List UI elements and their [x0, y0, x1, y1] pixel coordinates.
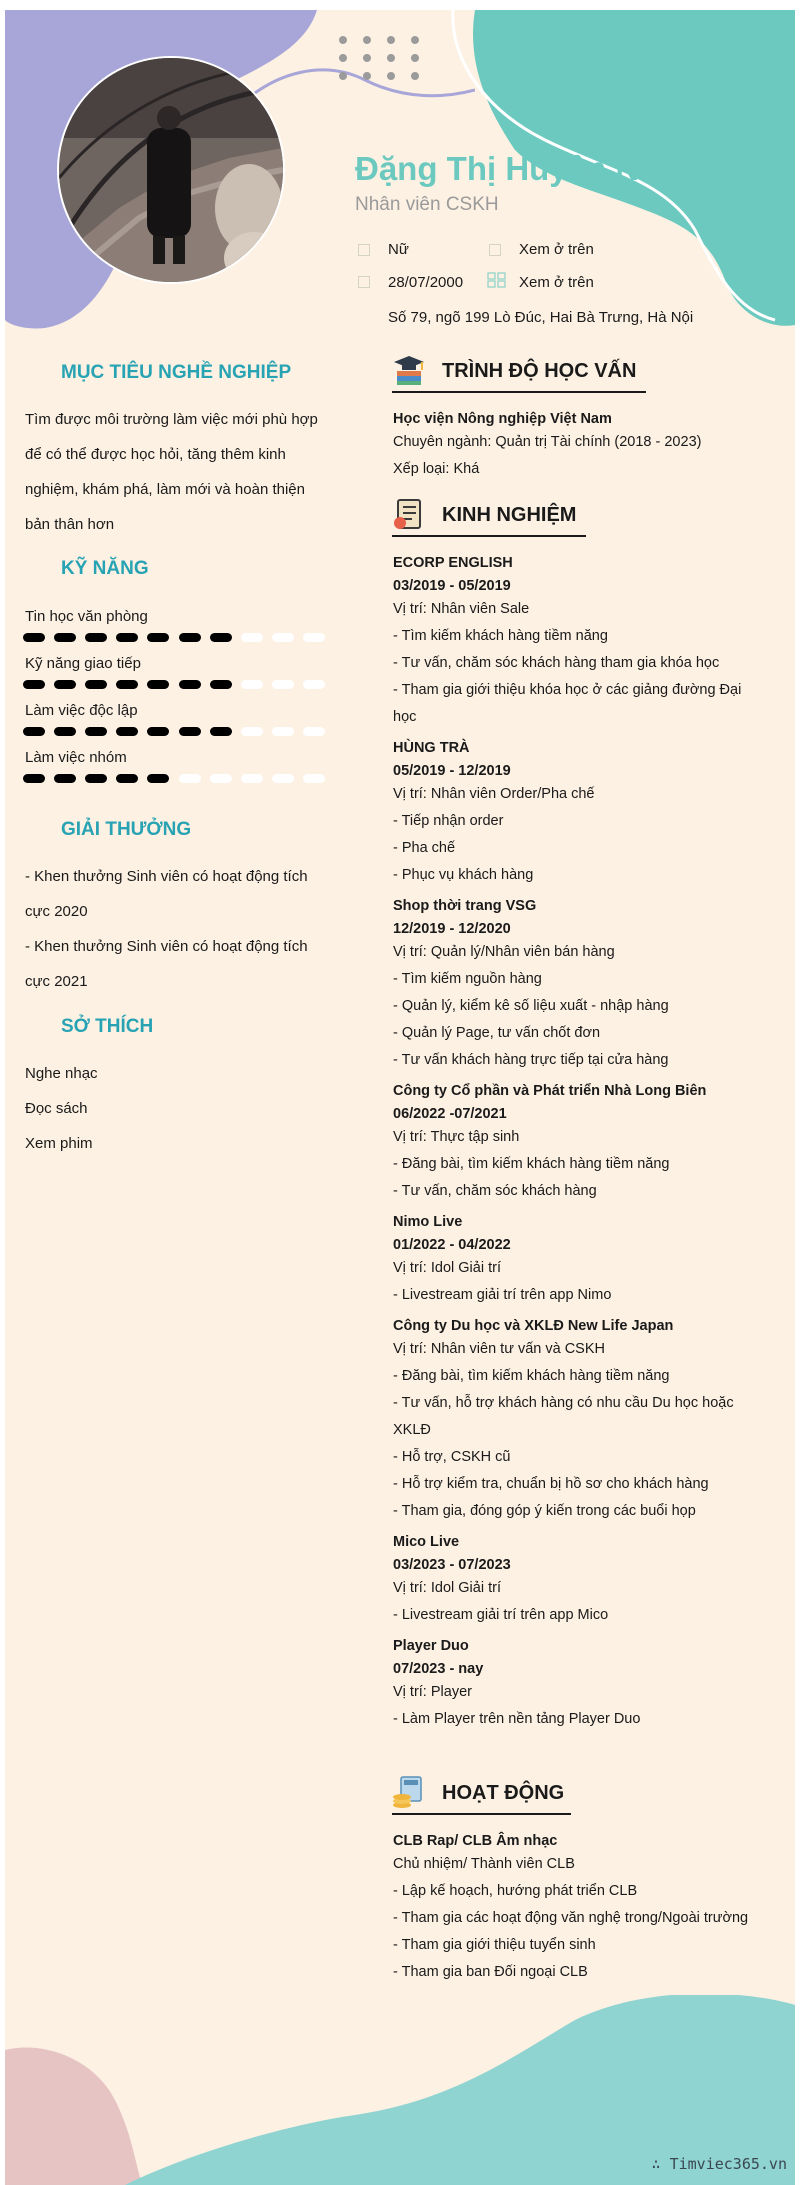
entry-heading: ECORP ENGLISH [393, 555, 513, 571]
address-value: Số 79, ngõ 199 Lò Đúc, Hai Bà Trưng, Hà Nội [388, 309, 694, 326]
award-line: - Khen thưởng Sinh viên có hoạt động tích [25, 868, 308, 885]
entry-line: Vị trí: Player [393, 1684, 472, 1700]
entry-heading: 01/2022 - 04/2022 [393, 1237, 511, 1253]
entry-line: - Tham gia các hoạt động văn nghệ trong/Ngoài trường [393, 1910, 749, 1926]
entry-line: Vị trí: Nhân viên Order/Pha chế [393, 786, 595, 802]
skill-name: Kỹ năng giao tiếp [25, 655, 141, 672]
hobbies-heading: SỞ THÍCH [61, 1016, 154, 1037]
skill-dot [303, 680, 325, 689]
skills-heading: KỸ NĂNG [61, 558, 149, 579]
entry-heading: CLB Rap/ CLB Âm nhạc [393, 1833, 558, 1849]
entry-heading: 06/2022 -07/2021 [393, 1106, 507, 1122]
entry-line: - Đăng bài, tìm kiếm khách hàng tiềm năng [393, 1368, 670, 1384]
award-line: cực 2020 [25, 903, 88, 920]
activities-heading [392, 1781, 571, 1815]
entry-line: - Quản lý Page, tư vấn chốt đơn [393, 1025, 601, 1041]
entry-line: - Tham gia giới thiệu tuyển sinh [393, 1937, 596, 1953]
objective-text [25, 402, 323, 542]
entry-line: - Tham gia giới thiệu khóa học ở các giảng đường Đại [393, 682, 742, 698]
skill-dot [303, 774, 325, 783]
skill-dot [116, 727, 138, 736]
experience-title: KINH NGHIỆM [442, 504, 577, 526]
skill-dot [303, 633, 325, 642]
entry-line: - Tham gia, đóng góp ý kiến trong các buổi họp [393, 1503, 696, 1519]
entry-line: - Tư vấn, chăm sóc khách hàng [393, 1183, 597, 1199]
entry-heading: 07/2023 - nay [393, 1661, 484, 1677]
entry-heading: HÙNG TRÀ [393, 740, 470, 756]
entry-line: - Phục vụ khách hàng [393, 867, 534, 883]
skill-dot [116, 774, 138, 783]
entry-line: Vị trí: Idol Giải trí [393, 1260, 501, 1276]
activities-title: HOẠT ĐỘNG [442, 1782, 565, 1804]
graduation-cap-icon [392, 353, 426, 387]
skill-dot [303, 727, 325, 736]
decorative-dots [335, 30, 435, 90]
entry-line: Vị trí: Idol Giải trí [393, 1580, 501, 1596]
entry-line: - Tư vấn, chăm sóc khách hàng tham gia khóa học [393, 655, 720, 671]
education-title: TRÌNH ĐỘ HỌC VẤN [442, 360, 637, 382]
profile-photo [57, 56, 285, 284]
entry-line: - Hỗ trợ kiểm tra, chuẩn bị hồ sơ cho khách hàng [393, 1476, 709, 1492]
skill-dot [116, 680, 138, 689]
entry-line: - Tham gia ban Đối ngoại CLB [393, 1964, 588, 1980]
entry-line: Vị trí: Quản lý/Nhân viên bán hàng [393, 944, 615, 960]
skill-dot [54, 774, 76, 783]
entry-line: - Livestream giải trí trên app Nimo [393, 1287, 612, 1303]
skill-rating [23, 633, 325, 643]
entry-line: Vị trí: Nhân viên Sale [393, 601, 530, 617]
awards-heading: GIẢI THƯỞNG [61, 819, 192, 840]
objective-line: nghiệm, khám phá, làm mới và hoàn thiện [25, 481, 305, 498]
skill-dot [23, 633, 45, 642]
education-major: Chuyên ngành: Quản trị Tài chính (2018 - 2023) [393, 434, 702, 450]
entry-line: - Làm Player trên nền tảng Player Duo [393, 1711, 641, 1727]
gender-icon [358, 244, 370, 256]
skill-dot [272, 633, 294, 642]
skill-dot [241, 633, 263, 642]
gender-privacy-text: Xem ở trên [519, 241, 594, 258]
skill-dot [116, 633, 138, 642]
gender-value: Nữ [388, 241, 409, 258]
gender-privacy-icon [489, 244, 501, 256]
entry-heading: Shop thời trang VSG [393, 898, 537, 914]
entry-heading: Công ty Cổ phần và Phát triển Nhà Long Biên [393, 1083, 707, 1099]
skill-dot [85, 633, 107, 642]
award-line: - Khen thưởng Sinh viên có hoạt động tích [25, 938, 308, 955]
entry-line: - Tìm kiếm khách hàng tiềm năng [393, 628, 608, 644]
skill-dot [147, 680, 169, 689]
hobby-item: Nghe nhạc [25, 1065, 98, 1082]
entry-line: - Đăng bài, tìm kiếm khách hàng tiềm năng [393, 1156, 670, 1172]
candidate-name: Đặng Thị Huyền Nhi [355, 150, 669, 187]
skill-rating [23, 727, 325, 737]
awards-text [25, 859, 323, 999]
entry-line: - Tư vấn, hỗ trợ khách hàng có nhu cầu Du học hoặc [393, 1395, 734, 1411]
skill-dot [179, 680, 201, 689]
objective-line: để có thể được học hỏi, tăng thêm kinh [25, 446, 286, 463]
birthday-value: 28/07/2000 [388, 274, 464, 291]
skill-dot [147, 727, 169, 736]
entry-heading: 05/2019 - 12/2019 [393, 763, 511, 779]
objective-heading: MỤC TIÊU NGHỀ NGHIỆP [61, 362, 292, 383]
skill-name: Tin học văn phòng [25, 608, 148, 625]
entry-heading: Công ty Du học và XKLĐ New Life Japan [393, 1318, 674, 1334]
skill-name: Làm việc độc lập [25, 702, 138, 719]
candidate-position: Nhân viên CSKH [355, 194, 499, 215]
entry-line: - Tiếp nhận order [393, 813, 504, 829]
entry-heading: Mico Live [393, 1534, 460, 1550]
skill-rating [23, 774, 325, 784]
entry-heading: Nimo Live [393, 1214, 463, 1230]
skill-dot [210, 680, 232, 689]
skill-dot [179, 633, 201, 642]
skill-dot [54, 727, 76, 736]
skill-dot [85, 680, 107, 689]
birthday-privacy-text: Xem ở trên [519, 274, 594, 291]
education-school: Học viện Nông nghiệp Việt Nam [393, 411, 612, 427]
skill-dot [85, 727, 107, 736]
entry-line: học [393, 709, 417, 725]
skill-dot [23, 774, 45, 783]
entry-heading: 12/2019 - 12/2020 [393, 921, 511, 937]
activities-icon [392, 1775, 426, 1809]
skill-dot [147, 774, 169, 783]
objective-line: bản thân hơn [25, 516, 115, 533]
skill-dot [85, 774, 107, 783]
entry-heading: 03/2023 - 07/2023 [393, 1557, 511, 1573]
entry-line: - Quản lý, kiểm kê số liệu xuất - nhập hàng [393, 998, 669, 1014]
skill-dot [23, 727, 45, 736]
education-heading [392, 359, 646, 393]
skill-dot [241, 774, 263, 783]
skill-dot [210, 633, 232, 642]
education-grade: Xếp loại: Khá [393, 461, 480, 477]
entry-line: Vị trí: Thực tập sinh [393, 1129, 520, 1145]
skill-dot [272, 680, 294, 689]
skill-dot [210, 727, 232, 736]
entry-heading: 03/2019 - 05/2019 [393, 578, 511, 594]
experience-icon [392, 497, 426, 531]
award-line: cực 2021 [25, 973, 88, 990]
skill-dot [272, 727, 294, 736]
skill-dot [54, 680, 76, 689]
entry-line: Chủ nhiệm/ Thành viên CLB [393, 1856, 575, 1872]
entry-line: - Hỗ trợ, CSKH cũ [393, 1449, 511, 1465]
skill-dot [210, 774, 232, 783]
skill-dot [179, 727, 201, 736]
grid-icon [487, 272, 507, 288]
profile-photo-image [59, 58, 283, 282]
timviec365-watermark: ∴ Timviec365.vn [651, 2155, 787, 2173]
entry-line: - Tìm kiếm nguồn hàng [393, 971, 542, 987]
entry-line: - Tư vấn khách hàng trực tiếp tại cửa hàng [393, 1052, 669, 1068]
entry-line: - Pha chế [393, 840, 456, 856]
skill-dot [241, 727, 263, 736]
skill-dot [179, 774, 201, 783]
skill-dot [272, 774, 294, 783]
hobby-item: Đọc sách [25, 1100, 88, 1117]
skill-dot [147, 633, 169, 642]
entry-line: - Lập kế hoạch, hướng phát triển CLB [393, 1883, 638, 1899]
skill-dot [23, 680, 45, 689]
entry-line: Vị trí: Nhân viên tư vấn và CSKH [393, 1341, 605, 1357]
cv-page [5, 10, 795, 2185]
skill-rating [23, 680, 325, 690]
entry-line: - Livestream giải trí trên app Mico [393, 1607, 609, 1623]
hobby-item: Xem phim [25, 1135, 93, 1152]
entry-heading: Player Duo [393, 1638, 469, 1654]
experience-heading [392, 503, 586, 537]
birthday-icon [358, 276, 370, 288]
skill-name: Làm việc nhóm [25, 749, 127, 766]
skill-dot [241, 680, 263, 689]
skill-dot [54, 633, 76, 642]
entry-line: XKLĐ [393, 1422, 431, 1438]
objective-line: Tìm được môi trường làm việc mới phù hợp [25, 411, 318, 428]
